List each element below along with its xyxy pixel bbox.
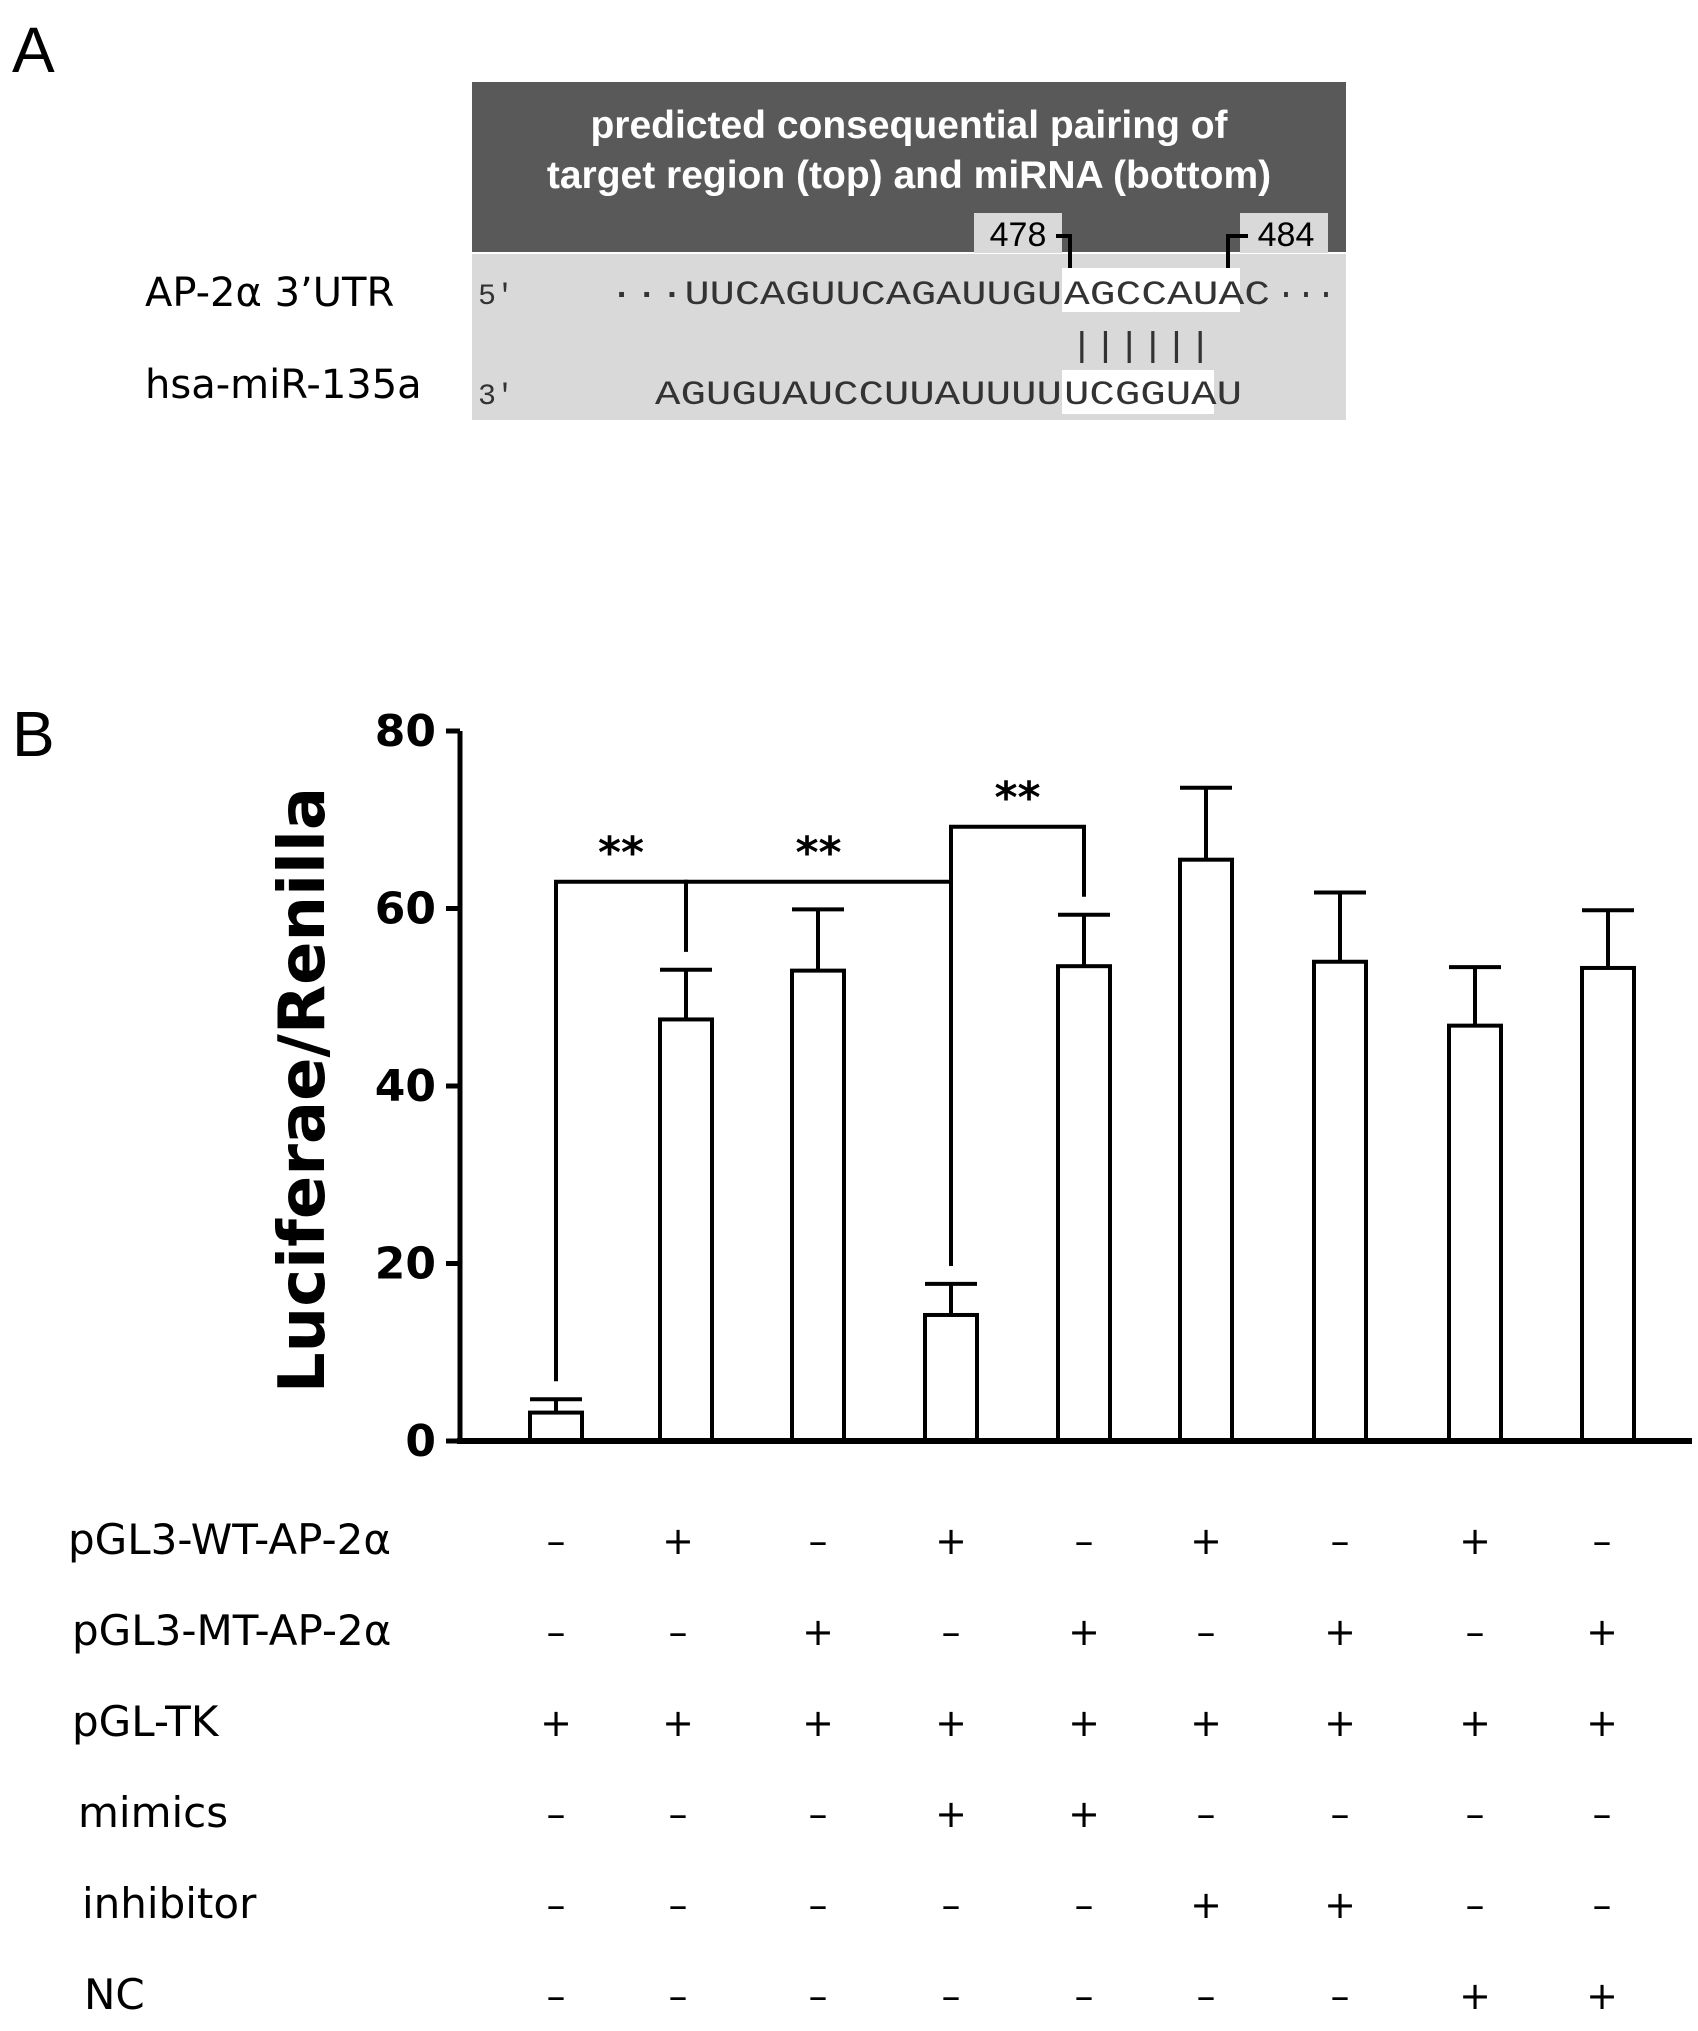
condition-mark: + bbox=[935, 1519, 967, 1563]
condition-mark: + bbox=[1068, 1610, 1100, 1654]
condition-mark: – bbox=[808, 1792, 828, 1836]
condition-mark: – bbox=[941, 1610, 961, 1654]
bar bbox=[1314, 962, 1366, 1441]
condition-mark: + bbox=[1068, 1792, 1100, 1836]
condition-label: pGL3-MT-AP-2α bbox=[72, 1606, 392, 1655]
condition-mark: – bbox=[668, 1610, 688, 1654]
y-tick-label: 40 bbox=[374, 1061, 436, 1112]
pairing-header-line2: target region (top) and miRNA (bottom) bbox=[546, 154, 1272, 197]
panel-b bbox=[12, 698, 1692, 2019]
condition-mark: + bbox=[1586, 1610, 1618, 1654]
pairing-marks: |||||| bbox=[1070, 329, 1212, 367]
condition-mark: – bbox=[1196, 1610, 1216, 1654]
target-seq-prefix: ···UUCAGUUCAGAUUGU bbox=[609, 277, 1062, 315]
condition-mark: + bbox=[1459, 1519, 1491, 1563]
condition-mark: – bbox=[546, 1883, 566, 1927]
luciferase-bar-chart bbox=[375, 706, 1692, 1467]
pos-end-label: 484 bbox=[1257, 216, 1315, 254]
condition-mark: + bbox=[1068, 1701, 1100, 1745]
mirna-seq-prefix: AGUGUAUCCUUAUUUU bbox=[655, 377, 1062, 415]
condition-mark: + bbox=[662, 1519, 694, 1563]
condition-mark: – bbox=[668, 1974, 688, 2018]
y-tick-label: 0 bbox=[405, 1416, 436, 1467]
target-seq-suffix: ··· bbox=[1276, 277, 1336, 315]
condition-mark: – bbox=[1465, 1792, 1485, 1836]
target-seq-seed: AGCCAUAC bbox=[1064, 277, 1270, 315]
condition-mark: + bbox=[1586, 1974, 1618, 2018]
bar bbox=[660, 1019, 712, 1441]
condition-mark: – bbox=[1330, 1519, 1350, 1563]
y-tick-label: 60 bbox=[374, 883, 436, 935]
condition-mark: – bbox=[1465, 1610, 1485, 1654]
condition-mark: – bbox=[941, 1883, 961, 1927]
condition-mark: + bbox=[935, 1792, 967, 1836]
condition-mark: – bbox=[1074, 1883, 1094, 1927]
condition-table bbox=[68, 1515, 1618, 2019]
condition-mark: – bbox=[1592, 1792, 1612, 1836]
condition-mark: – bbox=[1196, 1974, 1216, 2018]
condition-mark: – bbox=[1330, 1792, 1350, 1836]
target-prime: 5' bbox=[478, 280, 515, 314]
condition-mark: + bbox=[662, 1701, 694, 1745]
condition-mark: – bbox=[546, 1974, 566, 2018]
condition-mark: – bbox=[1592, 1519, 1612, 1563]
condition-mark: + bbox=[1324, 1701, 1356, 1745]
panel-b-letter: B bbox=[12, 698, 55, 770]
condition-mark: – bbox=[668, 1792, 688, 1836]
pos-start-label: 478 bbox=[989, 216, 1047, 254]
condition-label: mimics bbox=[78, 1788, 229, 1837]
bar bbox=[925, 1315, 977, 1441]
mirna-label: hsa-miR-135a bbox=[145, 362, 422, 408]
y-tick-label: 20 bbox=[374, 1238, 436, 1290]
condition-mark: – bbox=[546, 1610, 566, 1654]
condition-mark: – bbox=[1196, 1792, 1216, 1836]
significance-label: ** bbox=[994, 772, 1041, 824]
condition-mark: + bbox=[802, 1610, 834, 1654]
condition-mark: + bbox=[935, 1701, 967, 1745]
significance-label: ** bbox=[597, 827, 645, 879]
pairing-header-line1: predicted consequential pairing of bbox=[590, 104, 1228, 147]
panel-a-letter: A bbox=[12, 14, 55, 86]
bar bbox=[1582, 968, 1634, 1441]
condition-mark: + bbox=[1190, 1519, 1222, 1563]
condition-mark: + bbox=[1324, 1610, 1356, 1654]
condition-mark: – bbox=[1330, 1974, 1350, 2018]
condition-mark: – bbox=[546, 1519, 566, 1563]
condition-mark: + bbox=[1459, 1974, 1491, 2018]
panel-a bbox=[12, 14, 1346, 420]
condition-label: inhibitor bbox=[82, 1879, 257, 1928]
condition-mark: – bbox=[1074, 1519, 1094, 1563]
condition-label: NC bbox=[84, 1970, 145, 2019]
y-axis-label: Luciferae/Renilla bbox=[266, 786, 340, 1394]
condition-label: pGL-TK bbox=[72, 1697, 219, 1746]
condition-mark: + bbox=[540, 1701, 572, 1745]
bar bbox=[1449, 1026, 1501, 1441]
condition-mark: – bbox=[668, 1883, 688, 1927]
mirna-prime: 3' bbox=[478, 380, 515, 414]
bar bbox=[1058, 966, 1110, 1441]
mirna-seq-seed: UCGGUAU bbox=[1064, 377, 1242, 415]
condition-mark: – bbox=[1074, 1974, 1094, 2018]
condition-mark: + bbox=[1190, 1701, 1222, 1745]
condition-mark: – bbox=[808, 1519, 828, 1563]
bar bbox=[530, 1413, 582, 1441]
condition-mark: – bbox=[808, 1974, 828, 2018]
condition-mark: – bbox=[808, 1883, 828, 1927]
condition-mark: + bbox=[1459, 1701, 1491, 1745]
bar bbox=[1180, 860, 1232, 1441]
condition-mark: – bbox=[1592, 1883, 1612, 1927]
condition-mark: + bbox=[1324, 1883, 1356, 1927]
condition-mark: + bbox=[802, 1701, 834, 1745]
condition-label: pGL3-WT-AP-2α bbox=[68, 1515, 392, 1564]
significance-label: ** bbox=[795, 827, 842, 879]
y-tick-label: 80 bbox=[374, 706, 436, 757]
condition-mark: – bbox=[941, 1974, 961, 2018]
condition-mark: + bbox=[1586, 1701, 1618, 1745]
condition-mark: + bbox=[1190, 1883, 1222, 1927]
bar bbox=[792, 971, 844, 1441]
target-label: AP-2α 3’UTR bbox=[145, 270, 395, 316]
condition-mark: – bbox=[1465, 1883, 1485, 1927]
condition-mark: – bbox=[546, 1792, 566, 1836]
